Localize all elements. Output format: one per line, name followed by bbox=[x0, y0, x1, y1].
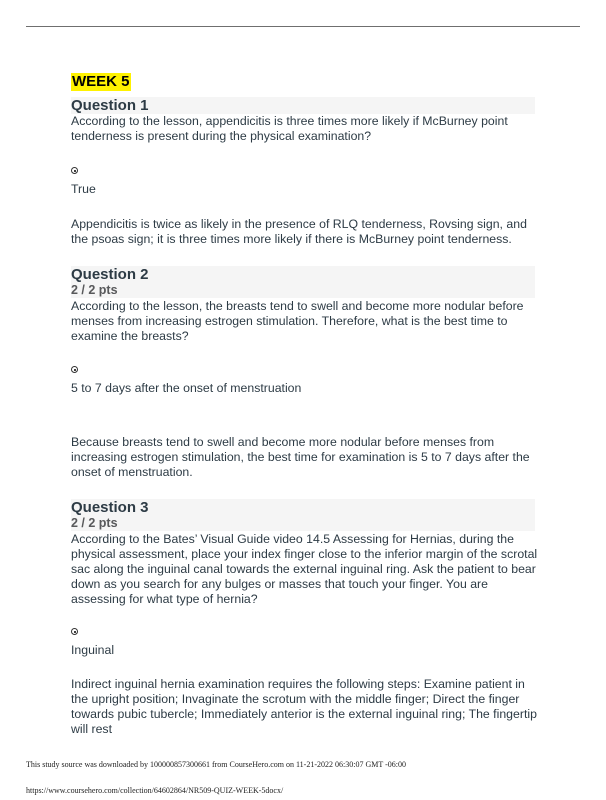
question-3-explanation: Indirect inguinal hernia examination requires the following steps: Examine patient in the upright position; Invaginate the scrotum with the middle finger; Direct the finger towards pubic tubercle; Immediately anterior is the external inguinal ring; The fingertip will rest bbox=[71, 677, 537, 736]
question-3-title: Question 3 bbox=[71, 499, 149, 516]
question-2-prompt: According to the lesson, the breasts tend to swell and become more nodular before menses from increasing estrogen stimulation. Therefore, what is the best time to examine the breasts? bbox=[71, 299, 524, 343]
question-2-title: Question 2 bbox=[71, 266, 149, 283]
question-3-prompt: According to the Bates’ Visual Guide video 14.5 Assessing for Hernias, during the physical assessment, place your index finger close to the inferior margin of the scrotal sac along the inguinal canal towards the external inguinal ring. Ask the patient to bear down as you search for any bulges or masses that touch your finger. You are assessing for what type of hernia? bbox=[71, 532, 538, 606]
source-url[interactable]: https://www.coursehero.com/collection/64602864/NR509-QUIZ-WEEK-5docx/ bbox=[26, 786, 284, 795]
question-2-points: 2 / 2 pts bbox=[71, 283, 118, 297]
question-1-answer: True bbox=[71, 182, 96, 196]
question-2-radio-selected[interactable] bbox=[71, 366, 78, 373]
download-notice: This study source was downloaded by 100000857300661 from CourseHero.com on 11-21-2022 06:30:07 GMT -06:00 bbox=[26, 760, 406, 769]
top-divider bbox=[26, 26, 580, 27]
question-2-answer: 5 to 7 days after the onset of menstruation bbox=[71, 381, 302, 395]
week-heading: WEEK 5 bbox=[72, 73, 130, 90]
question-1-radio-selected[interactable] bbox=[71, 167, 78, 174]
question-3-points: 2 / 2 pts bbox=[71, 516, 118, 530]
question-2-header bbox=[71, 266, 535, 298]
question-1-explanation: Appendicitis is twice as likely in the presence of RLQ tenderness, Rovsing sign, and the psoas sign; it is three times more likely if there is McBurney point tenderness. bbox=[71, 217, 527, 246]
question-1-title: Question 1 bbox=[71, 97, 149, 114]
question-3-radio-selected[interactable] bbox=[71, 628, 78, 635]
question-1-header bbox=[71, 97, 535, 114]
question-2-explanation: Because breasts tend to swell and become more nodular before menses from increasing estrogen stimulation, the best time for examination is 5 to 7 days after the onset of menstruation. bbox=[71, 435, 530, 479]
question-3-header bbox=[71, 499, 535, 531]
question-3-answer: Inguinal bbox=[71, 643, 115, 657]
question-1-prompt: According to the lesson, appendicitis is three times more likely if McBurney point tenderness is present during the physical examination? bbox=[71, 114, 508, 143]
